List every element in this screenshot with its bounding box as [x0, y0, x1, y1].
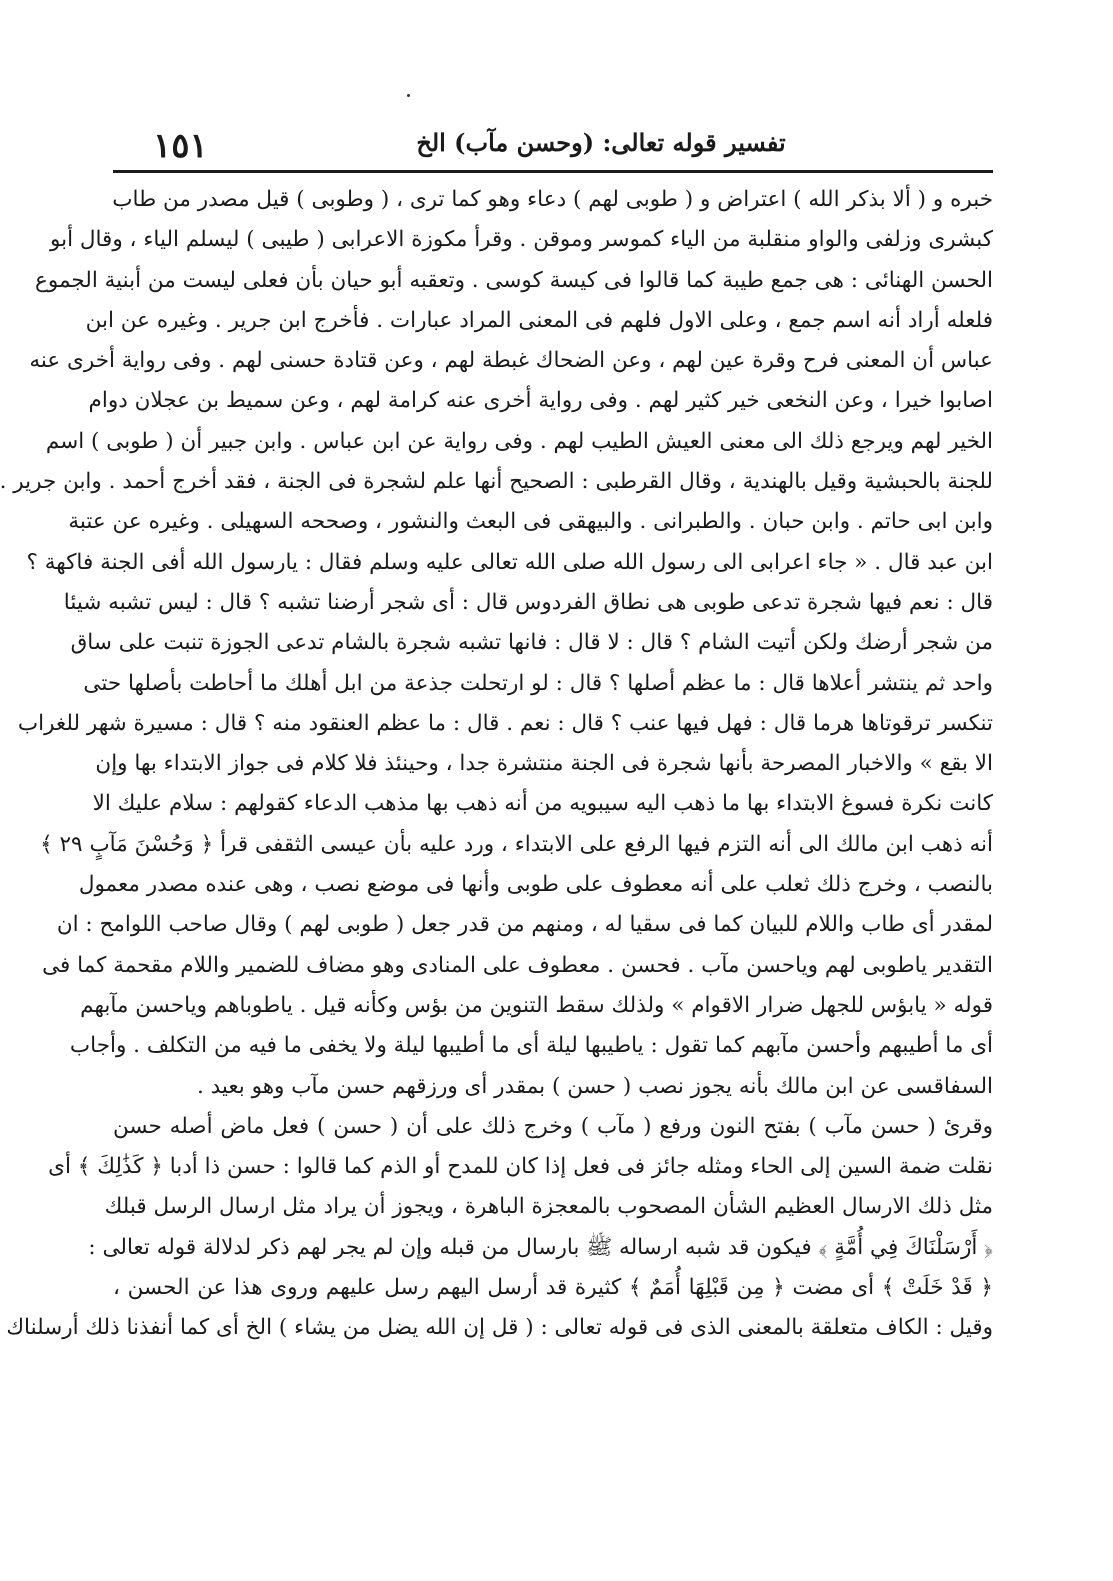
text-line: السفاقسى عن ابن مالك بأنه يجوز نصب ( حسن ) بمقدر أى ورزقهم حسن مآب وهو بعيد . [196, 1073, 993, 1099]
page-number: ١٥١ [153, 126, 208, 166]
text-line: ﴿ قَدْ خَلَتْ ﴾ أى مضت ﴿ مِن قَبْلِهَا أُمَمٌ ﴾ كثيرة قد أرسل اليهم رسل عليهم وروى هذا عن الحسن ، [113, 1275, 993, 1301]
text-line: اصابوا خيرا ، وعن النخعى خير كثير لهم . وفى رواية أخرى عنه كرامة لهم ، وعن سميط بن عجلان دوام [88, 388, 993, 414]
text-line: أى ما أطيبهم وأحسن مآبهم كما تقول : ياطيبها ليلة أى ما أطيبها ليلة ولا يخفى ما فيه من التكلف . وأجاب [69, 1033, 993, 1059]
text-line: مثل ذلك الارسال العظيم الشأن المصحوب بالمعجزة الباهرة ، ويجوز أن يراد مثل ارسال الرسل قبلك [104, 1194, 993, 1220]
text-line: أنه ذهب ابن مالك الى أنه التزم فيها الرفع على الابتداء ، ورد عليه بأن عيسى الثقفى قرأ ﴿ وَحُسْنَ مَآبٍ ٢٩ ﴾ [40, 831, 993, 857]
text-line: نقلت ضمة السين إلى الحاء ومثله جائز فى فعل إذا كان للمدح أو الذم كما قالوا : حسن ذا أدبا ﴿ كَذَٰلِكَ ﴾ أى [48, 1154, 993, 1180]
text-line: قوله « يابؤس للجهل ضرار الاقوام » ولذلك سقط التنوين من بؤس وكأنه قيل . ياطوباهم وياحسن مآبهم [80, 992, 993, 1018]
text-line: عباس أن المعنى فرح وقرة عين لهم ، وعن الضحاك غبطة لهم ، وعن قتادة حسنى لهم . وفى رواية أخرى عنه [29, 348, 993, 374]
header-rule [113, 170, 993, 173]
text-line: الا بقع » والاخبار المصرحة بأنها شجرة فى الجنة منتشرة جدا ، وحينئذ فلا كلام فى جواز الابتداء بها وإن [95, 751, 993, 777]
text-line: وقرئ ( حسن مآب ) بفتح النون ورفع ( مآب ) وخرج ذلك على أن ( حسن ) فعل ماض أصله حسن [113, 1113, 993, 1139]
text-line: للجنة بالحبشية وقيل بالهندية ، وقال القرطبى : الصحيح أنها علم لشجرة فى الجنة ، فقد أخرج أحمد . وابن جرير . [0, 469, 993, 495]
body-text [0, 180, 993, 1510]
text-line: واحد ثم ينتشر أعلاها قال : ما عظم أصلها ؟ قال : لو ارتحلت جذعة من ابل أهلك ما أحاطت بأصلها حتى [83, 670, 993, 696]
scanned-page [1, 0, 1113, 1581]
text-line: فلعله أراد أنه اسم جمع ، وعلى الاول فلهم فى المعنى المراد عبارات . فأخرج ابن جرير . وغيره عن ابن [85, 307, 993, 333]
text-line: وابن ابى حاتم . وابن حبان . والطبرانى . والبيهقى فى البعث والنشور ، وصححه السهيلى . وغيره عن عتبة [68, 509, 993, 535]
text-line: ابن عبد قال . « جاء اعرابى الى رسول الله صلى الله تعالى عليه وسلم فقال : يارسول الله أفى الجنة فاكهة ؟ [26, 549, 993, 575]
text-line: كبشرى وزلفى والواو منقلبة من الياء كموسر وموقن . وقرأ مكوزة الاعرابى ( طيبى ) ليسلم الياء ، وقال أبو [49, 227, 993, 253]
text-line: الحسن الهنائى : هى جمع طيبة كما قالوا فى كيسة كوسى . وتعقبه أبو حيان بأن فعلى ليست من أبنية الجموع [35, 267, 993, 293]
page-header [131, 122, 991, 168]
text-line: الخير لهم ويرجع ذلك الى معنى العيش الطيب لهم . وفى رواية عن ابن عباس . وابن جبير أن ( طوبى ) اسم [45, 428, 993, 454]
text-line: من شجر أرضك ولكن أتيت الشام ؟ قال : لا قال : فانها تشبه شجرة بالشام تدعى الجوزة تنبت على ساق [70, 630, 993, 656]
text-line: خبره و ( ألا بذكر الله ) اعتراض و ( طوبى لهم ) دعاء وهو كما ترى ، ( وطوبى ) قيل مصدر من طاب [112, 187, 993, 212]
text-line: وقيل : الكاف متعلقة بالمعنى الذى فى قوله تعالى : ( قل إن الله يضل من يشاء ) الخ أى كما أنفذنا ذلك أرسلناك [6, 1315, 993, 1341]
text-line: التقدير ياطوبى لهم وياحسن مآب . فحسن . معطوف على المنادى وهو مضاف للضمير واللام مقحمة كما فى [42, 952, 993, 978]
running-title: تفسير قوله تعالى: (وحسن مآب) الخ [416, 128, 786, 157]
text-line: لمقدر أى طاب واللام للبيان كما فى سقيا له ، ومنهم من قدر جعل ( طوبى لهم ) وقال صاحب اللوامح : ان [56, 912, 993, 938]
text-line: تنكسر ترقوتاها هرما قال : فهل فيها عنب ؟ قال : نعم . قال : ما عظم العنقود منه ؟ قال : مسيرة شهر للغراب [17, 710, 993, 736]
text-line: بالنصب ، وخرج ذلك ثعلب على أنه معطوف على طوبى وأنها فى موضع نصب ، وهى عنده مصدر معمول [78, 872, 993, 898]
text-line: قال : نعم فيها شجرة تدعى طوبى هى نطاق الفردوس قال : أى شجر أرضنا تشبه ؟ قال : ليس تشبه شيئا [63, 589, 993, 615]
text-line: ﴿ أَرْسَلْنَاكَ فِي أُمَّةٍ ﴾ فيكون قد شبه ارساله ﷺ بارسال من قبله وإن لم يجر لهم ذكر لدلالة قوله تعالى : [88, 1234, 993, 1260]
ink-speck [407, 94, 410, 97]
text-line: كانت نكرة فسوغ الابتداء بها ما ذهب اليه سيبويه من أنه ذهب بها مذهب الدعاء كقولهم : سلام عليك الا [92, 791, 993, 817]
